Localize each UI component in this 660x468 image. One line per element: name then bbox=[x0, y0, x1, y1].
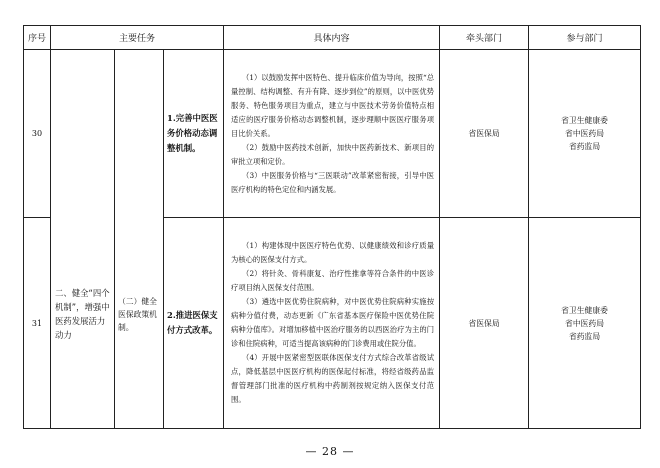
policy-task-table bbox=[23, 25, 641, 429]
header-participant-dept: 参与部门 bbox=[529, 26, 641, 50]
participant-dept: 省药监局 bbox=[568, 142, 601, 151]
category-text: 二、健全“四个机制”，增强中医药发展活力动力 bbox=[55, 288, 110, 340]
content-item: （1）以鼓励发挥中医特色、提升临床价值为导向，按照“总量控制、结构调整、有升有降、逐步到位”的原则，以中医优势服务、特色服务项目为重点，建立与中医技术劳务价值特点相适应的医疗服务价格动态调整机制，逐步理顺中医医疗服务项目比价关系。 bbox=[231, 72, 435, 138]
task-text: 2.推进医保支付方式改革。 bbox=[167, 310, 218, 335]
header-lead-dept: 牵头部门 bbox=[440, 26, 529, 50]
task-text: 1.完善中医医务价格动态调整机制。 bbox=[167, 113, 218, 153]
header-main-task: 主要任务 bbox=[51, 26, 224, 50]
participant-dept: 省中医药局 bbox=[565, 318, 605, 328]
subcategory-text: （二）健全医保政策机制。 bbox=[118, 296, 157, 332]
participant-dept: 省卫生健康委 bbox=[561, 305, 608, 315]
content-item: （3）中医服务价格与“三医联动”改革紧密衔接，引导中医医疗机构的特色定位和内涵发展。 bbox=[231, 170, 435, 194]
lead-dept-cell: 省医保局 bbox=[440, 218, 529, 429]
page-number: — 28 — bbox=[305, 445, 355, 458]
content-cell bbox=[224, 218, 440, 429]
participant-dept: 省卫生健康委 bbox=[561, 116, 608, 125]
participant-dept: 省中医药局 bbox=[565, 129, 605, 138]
content-item: （4）开展中医紧密型医联体医保支付方式综合改革省级试点，降低基层中医医疗机构的医保起付标准，将经省级药品监督管理部门批准的医疗机构中药制剂按规定纳入医保支付范围。 bbox=[231, 353, 435, 404]
header-seq: 序号 bbox=[24, 26, 51, 50]
content-cell bbox=[224, 50, 440, 218]
participant-dept-cell bbox=[529, 50, 641, 218]
subcategory-cell bbox=[115, 50, 164, 429]
row-seq: 31 bbox=[24, 218, 51, 429]
category-cell bbox=[51, 50, 115, 429]
table-row bbox=[24, 50, 641, 218]
content-item: （1）构建体现中医医疗特色优势、以健康绩效和诊疗质量为核心的医保支付方式。 bbox=[231, 241, 435, 264]
row-seq: 30 bbox=[24, 50, 51, 218]
header-content: 具体内容 bbox=[224, 26, 440, 50]
lead-dept-cell: 省医保局 bbox=[440, 50, 529, 218]
table-header-row bbox=[24, 26, 641, 50]
participant-dept-cell bbox=[529, 218, 641, 429]
content-item: （3）遴选中医优势住院病种，对中医优势住院病种实施按病种分值付费，动态更新《广东省基本医疗保险中医优势住院病种分值库》。对增加移植中医治疗服务的以西医治疗为主的门诊和住院病种，可适当提高该病种的门诊费用或住院分值。 bbox=[231, 297, 435, 348]
task-cell bbox=[164, 50, 224, 218]
task-cell bbox=[164, 218, 224, 429]
participant-dept: 省药监局 bbox=[568, 331, 601, 341]
content-item: （2）将针灸、骨科康复、治疗性推拿等符合条件的中医诊疗项目纳入医保支付范围。 bbox=[231, 269, 435, 292]
content-item: （2）鼓励中医药技术创新，加快中医药新技术、新项目的审批立项和定价。 bbox=[231, 142, 435, 166]
